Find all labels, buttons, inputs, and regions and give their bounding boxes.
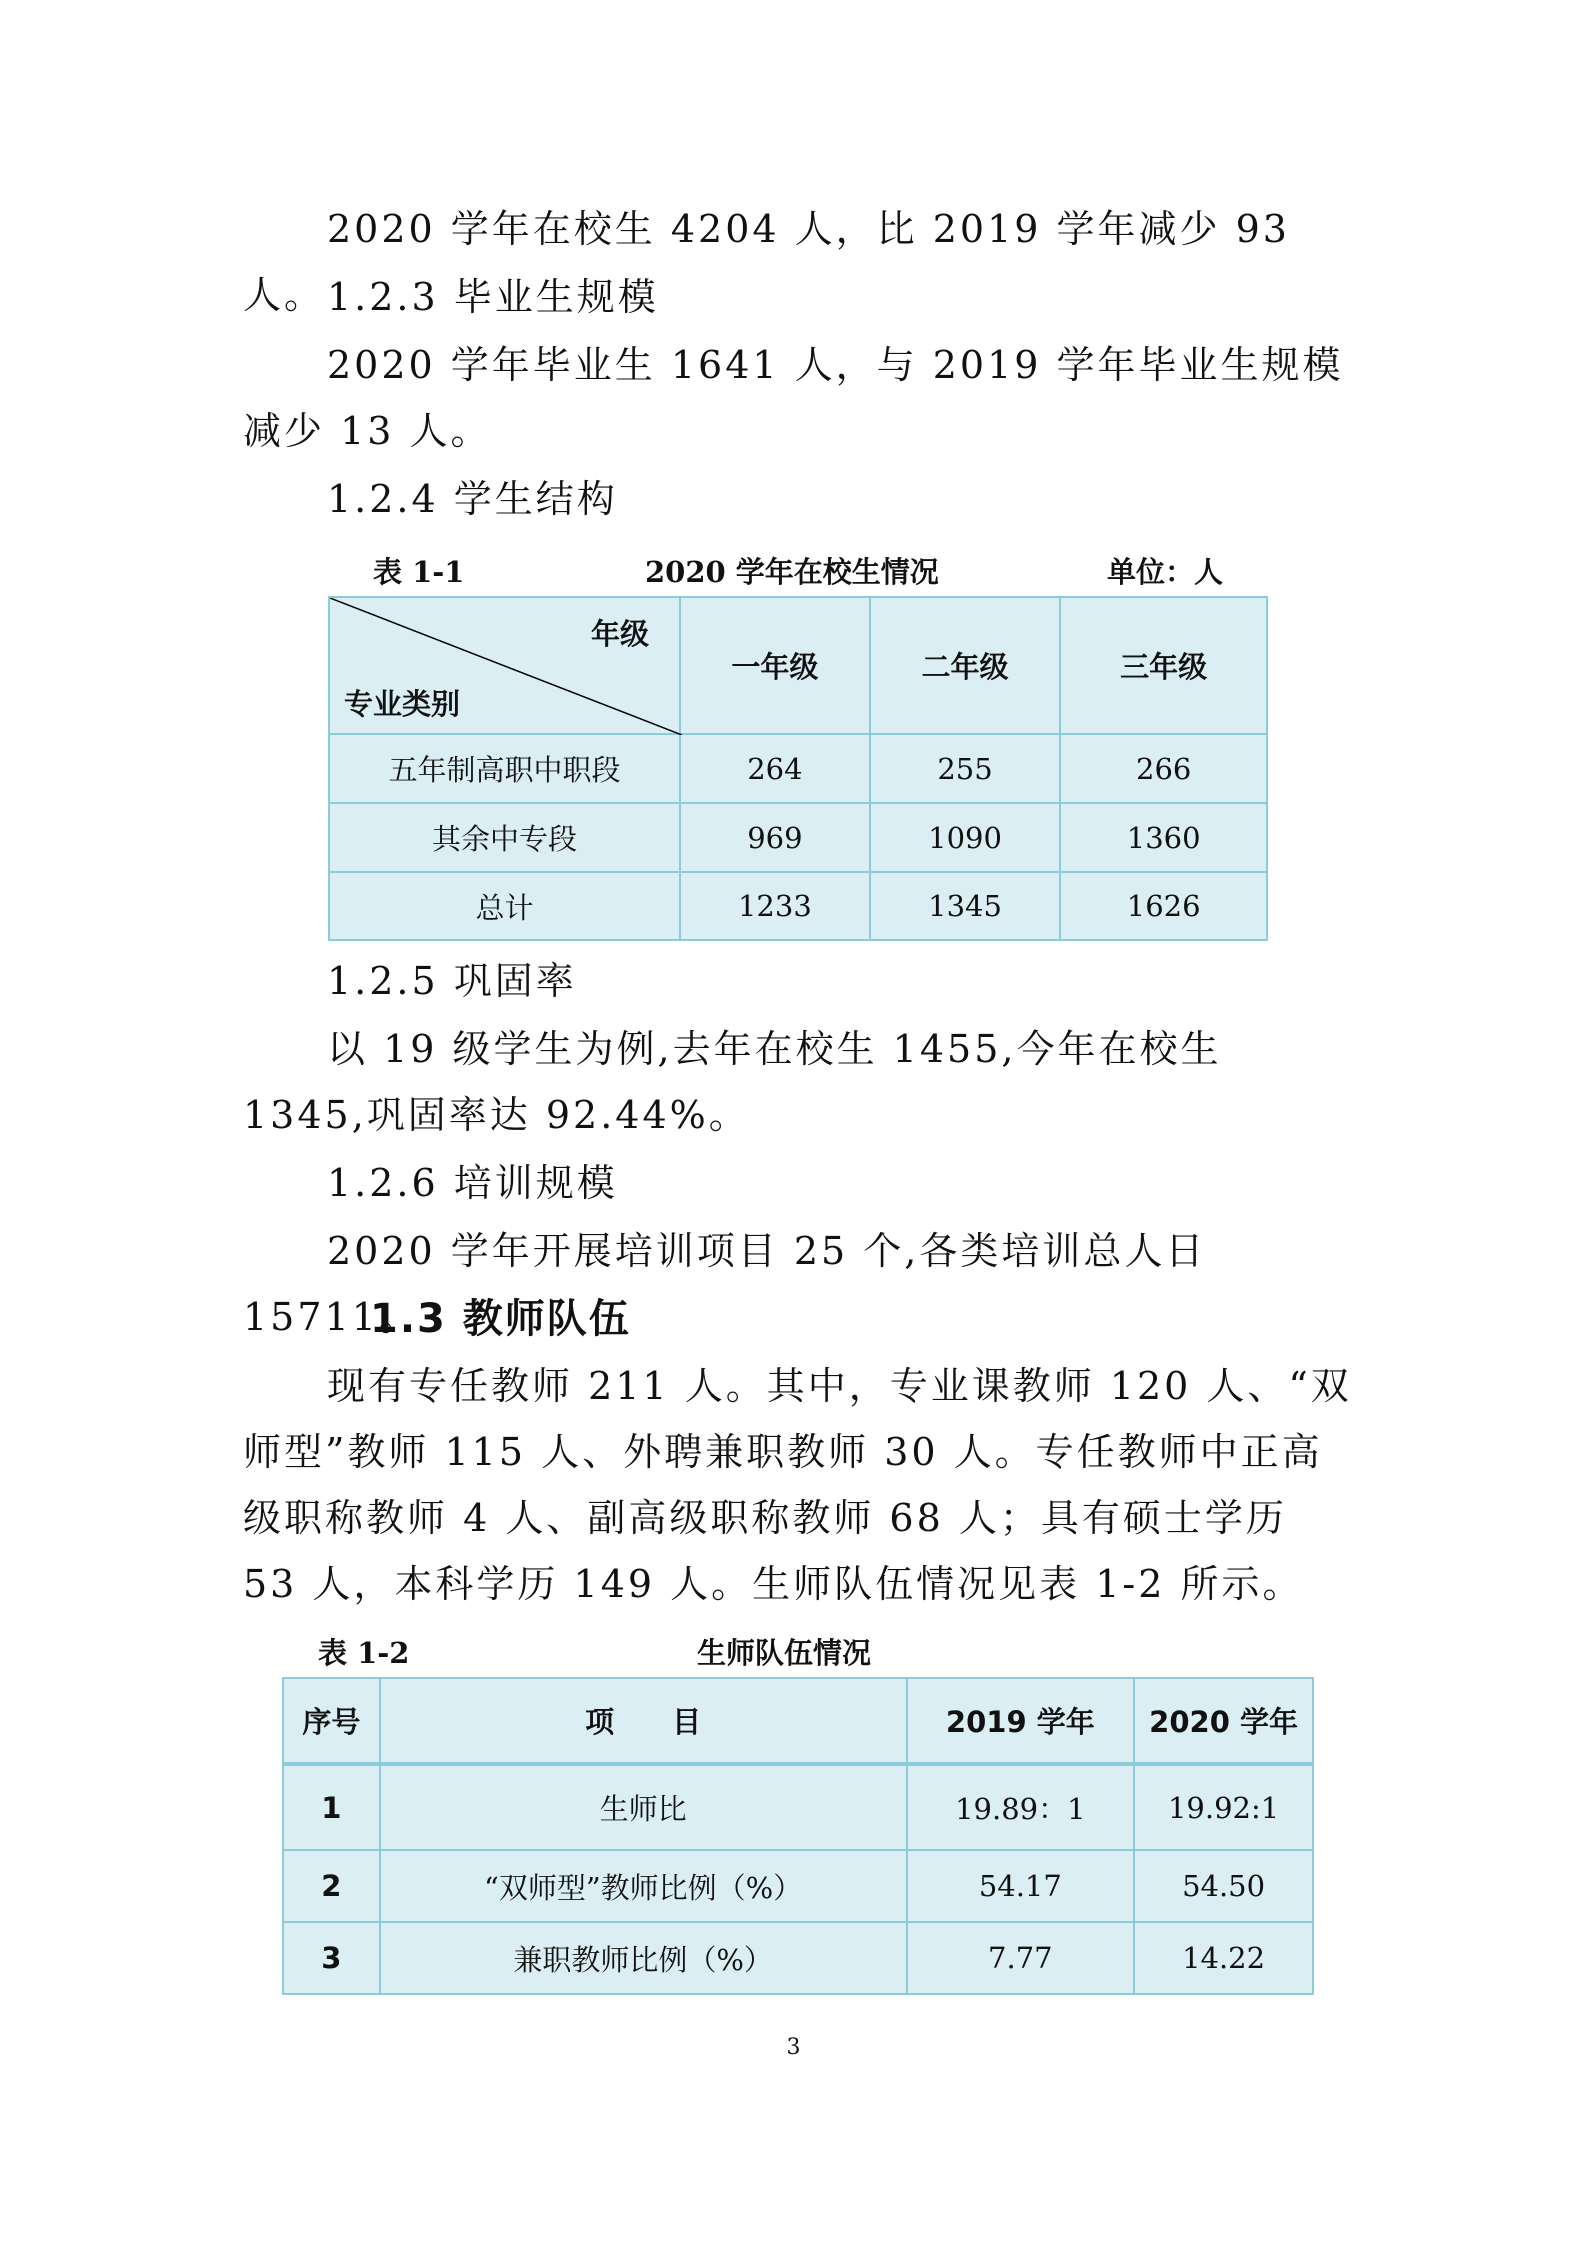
col-header-grade1: 一年级 xyxy=(680,597,870,734)
table-row xyxy=(283,1850,1313,1922)
cell-2019: 7.77 xyxy=(907,1922,1135,1994)
table1-label: 表 1-1 xyxy=(373,555,465,589)
row-item: 兼职教师比例（%） xyxy=(380,1922,907,1994)
cell-value: 264 xyxy=(680,734,870,803)
table1-title: 2020 学年在校生情况 xyxy=(645,555,939,589)
table2-label: 表 1-2 xyxy=(318,1636,410,1670)
cell-2020: 19.92:1 xyxy=(1134,1764,1313,1850)
paragraph-teachers: 现有专任教师 211 人。其中，专业课教师 120 人、“双师型”教师 115 人、外聘兼职教师 30 人。专任教师中正高级职称教师 4 人、副高级职称教师 68 人；具有硕士学历 53 人，本科学历 149 人。生师队伍情况见表 1-2 所示。 xyxy=(243,1364,1352,1606)
col-header-2019: 2019 学年 xyxy=(907,1678,1135,1764)
heading-1-2-3: 1.2.3 毕业生规模 xyxy=(327,275,659,319)
paragraph-enrollment: 2020 学年在校生 4204 人，比 2019 学年减少 93 人。 xyxy=(243,207,1290,317)
page-number: 3 xyxy=(786,2035,801,2060)
table1-unit: 单位：人 xyxy=(1107,555,1224,589)
row-seq: 2 xyxy=(283,1850,380,1922)
heading-1-3: 1.3 教师队伍 xyxy=(370,1296,631,1342)
table1-header-row xyxy=(329,597,1267,734)
cell-2020: 54.50 xyxy=(1134,1850,1313,1922)
cell-value: 1090 xyxy=(870,803,1061,872)
col-header-item: 项 目 xyxy=(380,1678,907,1764)
row-label: 总计 xyxy=(329,872,680,940)
teacher-table xyxy=(282,1677,1314,1995)
cell-value: 969 xyxy=(680,803,870,872)
row-seq: 3 xyxy=(283,1922,380,1994)
table2-title: 生师队伍情况 xyxy=(697,1636,872,1670)
cell-2019: 19.89：1 xyxy=(907,1764,1135,1850)
row-item: “双师型”教师比例（%） xyxy=(380,1850,907,1922)
cell-value: 255 xyxy=(870,734,1061,803)
paragraph-graduates: 2020 学年毕业生 1641 人，与 2019 学年毕业生规模减少 13 人。 xyxy=(243,343,1344,453)
heading-1-2-6: 1.2.6 培训规模 xyxy=(327,1161,618,1205)
cell-value: 1626 xyxy=(1060,872,1267,940)
cell-2020: 14.22 xyxy=(1134,1922,1313,1994)
col-header-seq: 序号 xyxy=(283,1678,380,1764)
table-row xyxy=(329,734,1267,803)
table-row xyxy=(283,1922,1313,1994)
heading-1-2-5: 1.2.5 巩固率 xyxy=(327,959,577,1003)
cell-value: 1360 xyxy=(1060,803,1267,872)
table-row xyxy=(283,1764,1313,1850)
table2-header-row xyxy=(283,1678,1313,1764)
paragraph-training: 2020 学年开展培训项目 25 个,各类培训总人日 15711。 xyxy=(243,1229,1207,1339)
col-header-grade2: 二年级 xyxy=(870,597,1061,734)
table-row xyxy=(329,872,1267,940)
row-label: 其余中专段 xyxy=(329,803,680,872)
row-item: 生师比 xyxy=(380,1764,907,1850)
cell-value: 266 xyxy=(1060,734,1267,803)
row-seq: 1 xyxy=(283,1764,380,1850)
table-row xyxy=(329,803,1267,872)
cell-value: 1233 xyxy=(680,872,870,940)
corner-category-label: 专业类别 xyxy=(344,687,461,721)
row-label: 五年制高职中职段 xyxy=(329,734,680,803)
cell-value: 1345 xyxy=(870,872,1061,940)
corner-grade-label: 年级 xyxy=(591,617,650,651)
cell-2019: 54.17 xyxy=(907,1850,1135,1922)
student-table xyxy=(328,596,1268,941)
paragraph-retention: 以 19 级学生为例,去年在校生 1455,今年在校生 1345,巩固率达 92.44%。 xyxy=(243,1027,1222,1137)
heading-1-2-4: 1.2.4 学生结构 xyxy=(327,477,618,521)
table1-corner-cell xyxy=(329,597,680,734)
col-header-grade3: 三年级 xyxy=(1060,597,1267,734)
col-header-2020: 2020 学年 xyxy=(1134,1678,1313,1764)
